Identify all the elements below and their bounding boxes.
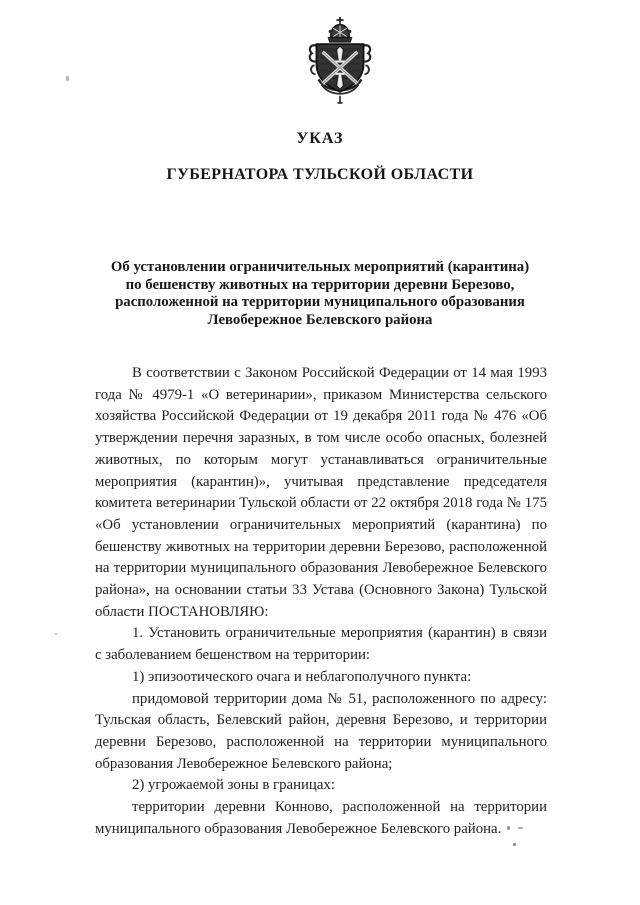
authority-heading: ГУБЕРНАТОРА ТУЛЬСКОЙ ОБЛАСТИ bbox=[166, 166, 474, 183]
paragraph-item-1: 1. Установить ограничительные мероприятия (карантин) в связи с заболеванием бешенством на территории: bbox=[95, 625, 547, 664]
tula-oblast-coat-of-arms-emblem bbox=[306, 16, 374, 106]
doc-title-line: Левобережное Белевского района bbox=[207, 311, 433, 328]
paragraph-preamble: В соответствии с Законом Российской Федерации от 14 мая 1993 года № 4979-1 «О ветеринарии», приказом Министерства сельского хозяйства Российской Федерации от 19 декабря 2011 года № 476 «Об утверждении перечня заразных, в том числе особо опасных, болезней животных, по которым могут устанавливаться ограничительные мероприятия (карантин)», учитывая представление председателя комитета ветеринарии Тульской области от 22 октября 2018 года № 175 «Об установлении ограничительных мероприятий (карантина) по бешенству животных на территории деревни Березово, расположенной на территории муниципального образования Левобережное Белевского района», на основании статьи 33 Устава (Основного Закона) Тульской области ПОСТАНОВЛЯЮ: bbox=[95, 365, 547, 620]
scan-speck bbox=[513, 843, 516, 846]
paragraph-subitem-2: 2) угрожаемой зоны в границах: bbox=[132, 777, 335, 794]
doc-type-heading: УКАЗ bbox=[296, 130, 344, 147]
doc-title-line: Об установлении ограничительных мероприятий (карантина) bbox=[110, 259, 530, 275]
scan-speck bbox=[55, 633, 57, 635]
scan-speck bbox=[66, 76, 69, 81]
doc-body bbox=[95, 363, 547, 840]
coat-of-arms-icon bbox=[306, 16, 374, 106]
doc-title bbox=[60, 259, 580, 329]
doc-title-line: расположенной на территории муниципального образования bbox=[115, 294, 525, 311]
paragraph-subitem-2-detail: территории деревни Конново, расположенной на территории муниципального образования Левобережное Белевского района. bbox=[95, 799, 547, 837]
paragraph-subitem-1-detail: придомовой территории дома № 51, расположенного по адресу: Тульская область, Белевский район, деревня Березово, и территории деревни Березово, расположенной на территории муниципального образования Левобережное Белевского района; bbox=[95, 690, 547, 772]
doc-title-line: по бешенству животных на территории деревни Березово, bbox=[125, 276, 515, 293]
paragraph-subitem-1: 1) эпизоотического очага и неблагополучного пункта: bbox=[132, 668, 472, 685]
